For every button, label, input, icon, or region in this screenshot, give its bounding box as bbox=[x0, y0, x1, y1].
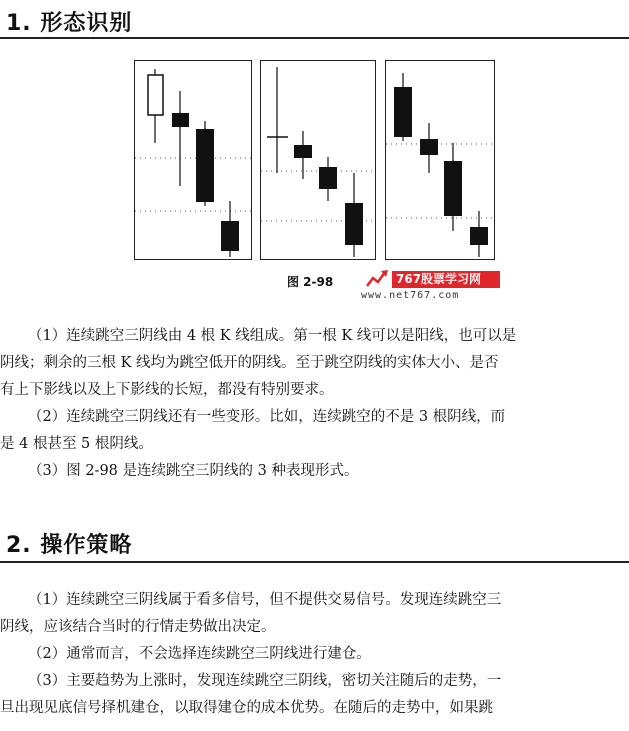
section-2-title: 2. 操作策略 bbox=[6, 533, 133, 558]
pattern-panel-2 bbox=[260, 60, 376, 260]
candle-body-solid bbox=[221, 221, 239, 251]
candle-body-solid bbox=[319, 167, 337, 189]
section-1-body bbox=[0, 323, 624, 485]
pattern-panel-3 bbox=[385, 60, 495, 260]
candle-body-solid bbox=[444, 161, 462, 216]
candle-body-solid bbox=[294, 145, 312, 158]
paragraph-line: 有上下影线以及上下影线的长短，都没有特别要求。 bbox=[0, 382, 334, 398]
candle-body-solid bbox=[172, 113, 189, 127]
candle-body-solid bbox=[196, 129, 214, 202]
candle-body-hollow bbox=[148, 75, 163, 115]
candle-body-solid bbox=[394, 87, 412, 137]
paragraph-line: （3）主要趋势为上涨时，发现连续跳空三阴线，密切关注随后的走势，一 bbox=[28, 673, 502, 689]
section-1-title: 1. 形态识别 bbox=[6, 11, 133, 36]
figure-caption: 图 2-98 bbox=[287, 275, 334, 289]
figure-2-98 bbox=[134, 60, 496, 260]
paragraph-line: （2）通常而言，不会选择连续跳空三阴线进行建仓。 bbox=[28, 646, 371, 662]
paragraph-line: （2）连续跳空三阴线还有一些变形。比如，连续跳空的不是 3 根阴线，而 bbox=[28, 409, 506, 425]
section-2-body bbox=[0, 587, 624, 722]
pattern-panel-1 bbox=[134, 60, 252, 260]
candlestick-svg-3 bbox=[386, 61, 494, 259]
paragraph-line: 旦出现见底信号择机建仓，以取得建仓的成本优势。在随后的走势中，如果跳 bbox=[0, 700, 493, 716]
candle-body-solid bbox=[420, 139, 438, 155]
paragraph-line: （1）连续跳空三阴线由 4 根 K 线组成。第一根 K 线可以是阳线，也可以是 bbox=[28, 328, 517, 344]
paragraph-line: 阴线；剩余的三根 K 线均为跳空低开的阴线。至于跳空阴线的实体大小、是否 bbox=[0, 355, 499, 371]
section-2-rule bbox=[0, 561, 629, 563]
section-1-rule bbox=[0, 37, 629, 39]
paragraph-line: （1）连续跳空三阴线属于看多信号，但不提供交易信号。发现连续跳空三 bbox=[28, 592, 502, 608]
candlestick-svg-1 bbox=[135, 61, 251, 259]
paragraph-line: 是 4 根甚至 5 根阴线。 bbox=[0, 436, 153, 452]
candlestick-svg-2 bbox=[261, 61, 375, 259]
watermark-chart-icon bbox=[366, 269, 390, 289]
watermark-url: www.net767.com bbox=[361, 290, 460, 301]
paragraph-line: （3）图 2-98 是连续跳空三阴线的 3 种表现形式。 bbox=[28, 463, 359, 479]
paragraph-line: 阴线，应该结合当时的行情走势做出决定。 bbox=[0, 619, 276, 635]
candle-body-solid bbox=[345, 203, 363, 245]
watermark-title: 767股票学习网 bbox=[392, 271, 500, 288]
candle-body-solid bbox=[470, 227, 488, 245]
